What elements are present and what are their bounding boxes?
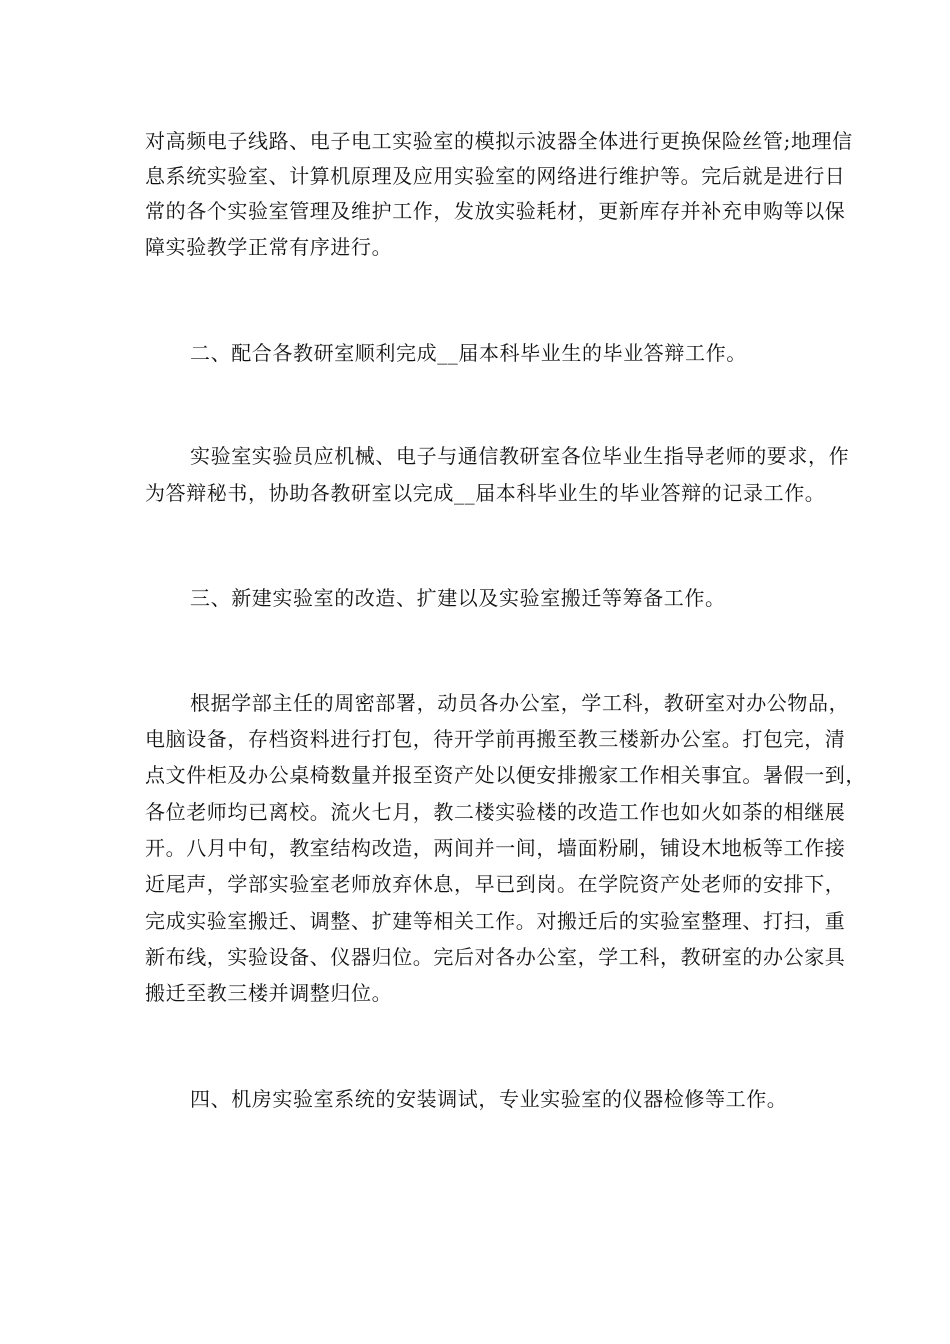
body-text-line: 为答辩秘书，协助各教研室以完成__届本科毕业生的毕业答辩的记录工作。 [145,481,826,505]
section-heading: 二、配合各教研室顺利完成__届本科毕业生的毕业答辩工作。 [190,341,747,365]
body-text-line: 各位老师均已离校。流火七月，教二楼实验楼的改造工作也如火如荼的相继展 [145,800,846,824]
body-text-line: 电脑设备，存档资料进行打包，待开学前再搬至教三楼新办公室。打包完，清 [145,727,846,751]
body-text-line: 息系统实验室、计算机原理及应用实验室的网络进行维护等。完后就是进行日 [145,164,846,188]
body-text-line: 开。八月中旬，教室结构改造，两间并一间，墙面粉刷，铺设木地板等工作接 [145,836,846,860]
body-text-line: 点文件柜及办公桌椅数量并报至资产处以便安排搬家工作相关事宜。暑假一到， [145,763,866,787]
body-text-line: 障实验教学正常有序进行。 [145,235,393,259]
body-text-line: 实验室实验员应机械、电子与通信教研室各位毕业生指导老师的要求，作 [190,444,850,468]
body-text-line: 新布线，实验设备、仪器归位。完后对各办公室，学工科，教研室的办公家具 [145,945,846,969]
body-text-line: 搬迁至教三楼并调整归位。 [145,981,393,1005]
body-text-line: 常的各个实验室管理及维护工作，发放实验耗材，更新库存并补充申购等以保 [145,199,846,223]
body-text-line: 完成实验室搬迁、调整、扩建等相关工作。对搬迁后的实验室整理、打扫，重 [145,909,846,933]
body-text-line: 对高频电子线路、电子电工实验室的模拟示波器全体进行更换保险丝管;地理信 [145,129,853,153]
section-heading: 四、机房实验室系统的安装调试，专业实验室的仪器检修等工作。 [190,1087,788,1111]
section-heading: 三、新建实验室的改造、扩建以及实验室搬迁等筹备工作。 [190,586,726,610]
body-text-line: 近尾声，学部实验室老师放弃休息，早已到岗。在学院资产处老师的安排下， [145,872,846,896]
body-text-line: 根据学部主任的周密部署，动员各办公室，学工科，教研室对办公物品， [190,691,850,715]
